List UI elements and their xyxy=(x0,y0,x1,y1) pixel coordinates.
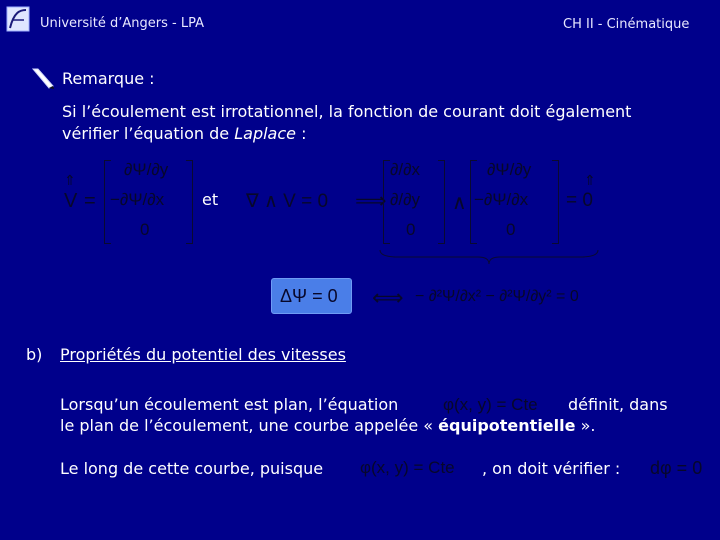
remarque-line2-prefix: vérifier l’équation de xyxy=(62,124,235,143)
remarque-title: Remarque : xyxy=(62,69,155,88)
remarque-line2 xyxy=(62,124,306,143)
equals-sign-1: = xyxy=(84,190,96,212)
operator-row-3: 0 xyxy=(406,220,416,239)
header-left-title: Université d’Angers - LPA xyxy=(40,16,204,31)
section-b-title: Propriétés du potentiel des vitesses xyxy=(60,345,346,364)
phi-equation-2: φ(x, y) = Cte xyxy=(360,458,455,477)
stream-row-2: −∂Ψ/∂x xyxy=(474,190,529,209)
stream-row-3: 0 xyxy=(506,220,516,239)
v-component-3: 0 xyxy=(140,220,150,239)
nabla-wedge-v: ∇ ∧ V = 0 xyxy=(246,191,329,212)
operator-bracket-right xyxy=(438,160,445,244)
et-word: et xyxy=(202,190,219,209)
matrix-bracket-right xyxy=(186,160,193,244)
para1-line2-suffix: ». xyxy=(575,416,596,435)
equals-zero: = 0 xyxy=(566,190,593,211)
stream-bracket-right xyxy=(552,160,559,244)
v-component-2: −∂Ψ/∂x xyxy=(110,190,165,209)
vector-v-arrow: ⇑ xyxy=(64,172,76,188)
para2-prefix: Le long de cette courbe, puisque xyxy=(60,459,324,478)
operator-row-2: ∂/∂y xyxy=(390,190,421,209)
section-b-label: b) xyxy=(26,345,43,364)
para2-suffix: , on doit vérifier : xyxy=(482,459,621,478)
implies-arrow: ⟹ xyxy=(355,188,387,213)
wedge-symbol: ∧ xyxy=(452,192,467,214)
para1-line1-suffix: définit, dans xyxy=(568,395,668,414)
laplace-equation: ΔΨ = 0 xyxy=(280,286,338,306)
header-right-title: CH II - Cinématique xyxy=(563,17,690,32)
laplace-expanded: − ∂²Ψ/∂x² − ∂²Ψ/∂y² = 0 xyxy=(415,288,579,305)
operator-row-1: ∂/∂x xyxy=(390,160,421,179)
phi-equation-1: φ(x, y) = Cte xyxy=(443,395,538,414)
v-component-1: ∂Ψ/∂y xyxy=(124,160,169,179)
remarque-line1: Si l’écoulement est irrotationnel, la fonction de courant doit également xyxy=(62,102,632,121)
equivalence-arrow: ⟺ xyxy=(372,285,404,310)
operator-bracket-left xyxy=(383,160,390,244)
vector-v: V xyxy=(64,190,78,212)
zero-vector-arrow: ⇑ xyxy=(584,172,596,188)
para1-line2 xyxy=(60,416,595,435)
underbrace xyxy=(378,248,600,266)
logo-icon xyxy=(6,6,30,32)
laplace-name: Laplace xyxy=(234,124,296,143)
para1-line1-prefix: Lorsqu’un écoulement est plan, l’équation xyxy=(60,395,399,414)
dphi-equation: dφ = 0 xyxy=(650,458,703,478)
stream-row-1: ∂Ψ/∂y xyxy=(487,160,532,179)
para1-line2-prefix: le plan de l’écoulement, une courbe appelée « xyxy=(60,416,439,435)
pen-icon xyxy=(30,66,56,90)
equipotentielle-term: équipotentielle xyxy=(438,416,576,435)
remarque-line2-suffix: : xyxy=(295,124,307,143)
